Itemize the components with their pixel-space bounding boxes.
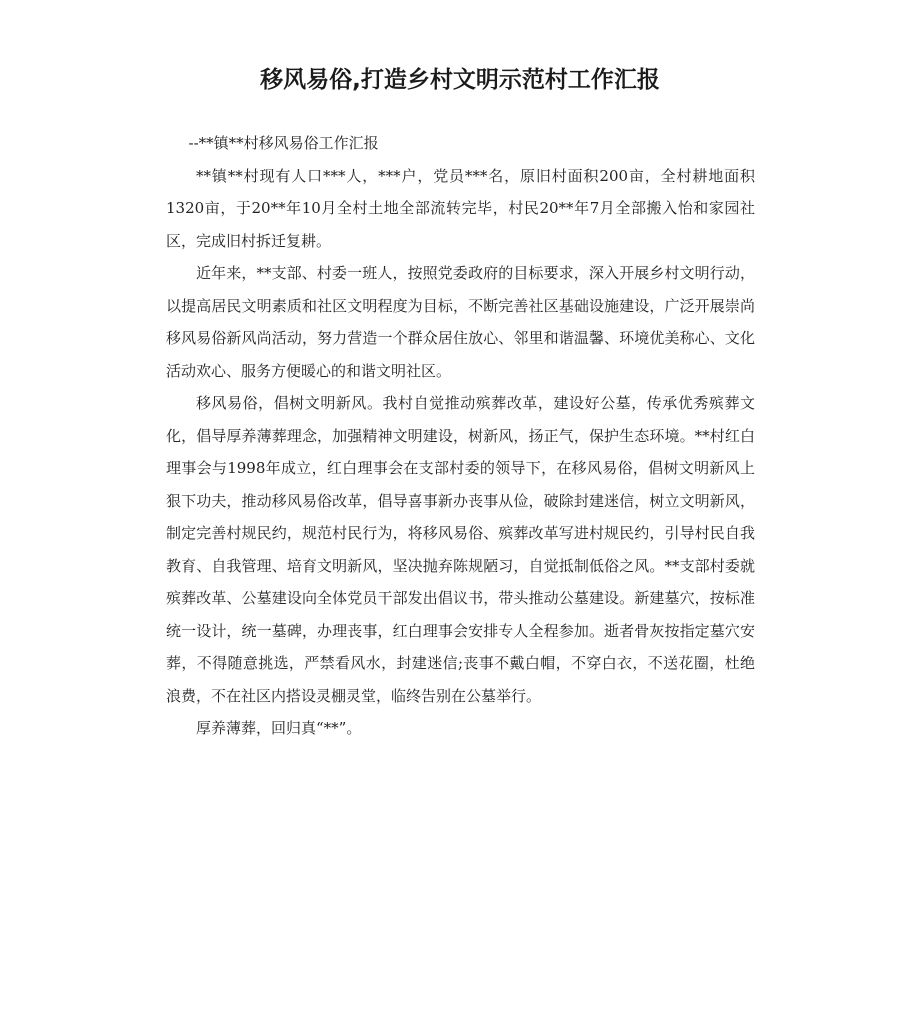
- paragraph-3: 移风易俗，倡树文明新风。我村自觉推动殡葬改革，建设好公墓，传承优秀殡葬文化，倡导厚养薄葬理念，加强精神文明建设，树新风，扬正气，保护生态环境。**村红白理事会与1998年成立，红白理事会在支部村委的领导下，在移风易俗，倡树文明新风上狠下功夫，推动移风易俗改革，倡导喜事新办丧事从俭，破除封建迷信，树立文明新风，制定完善村规民约，规范村民行为，将移风易俗、殡葬改革写进村规民约，引导村民自我教育、自我管理、培育文明新风，坚决抛弃陈规陋习，自觉抵制低俗之风。**支部村委就殡葬改革、公墓建设向全体党员干部发出倡议书，带头推动公墓建设。新建墓穴，按标准统一设计，统一墓碑，办理丧事，红白理事会安排专人全程参加。逝者骨灰按指定墓穴安葬，不得随意挑选，严禁看风水，封建迷信;丧事不戴白帽，不穿白衣，不送花圈，杜绝浪费，不在社区内搭设灵棚灵堂，临终告别在公墓举行。: [166, 394, 755, 705]
- document-subtitle: --**镇**村移风易俗工作汇报: [188, 134, 379, 152]
- paragraph-2: 近年来，**支部、村委一班人，按照党委政府的目标要求，深入开展乡村文明行动，以提高居民文明素质和社区文明程度为目标，不断完善社区基础设施建设，广泛开展崇尚移风易俗新风尚活动，努力营造一个群众居住放心、邻里和谐温馨、环境优美称心、文化活动欢心、服务方便暖心的和谐文明社区。: [166, 264, 755, 380]
- paragraph-4: 厚养薄葬，回归真“**”。: [196, 719, 362, 737]
- document-title: 移风易俗,打造乡村文明示范村工作汇报: [260, 67, 660, 93]
- document-body: [166, 127, 755, 745]
- paragraph-1: **镇**村现有人口***人，***户，党员***名，原旧村面积200亩，全村耕地面积1320亩，于20**年10月全村土地全部流转完毕，村民20**年7月全部搬入怡和家园社区，完成旧村拆迁复耕。: [166, 166, 755, 250]
